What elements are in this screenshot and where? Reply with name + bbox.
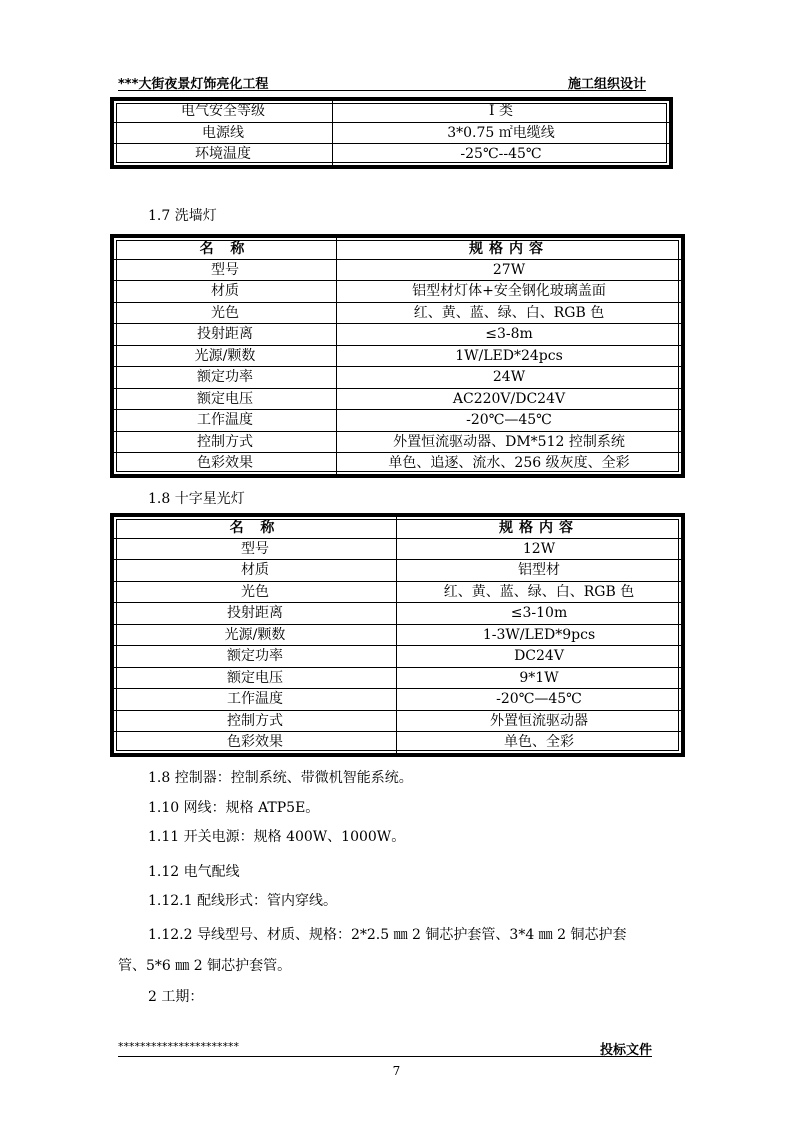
spec-value-cell: -20℃—45℃ [397,689,684,711]
spec-name-cell: 光色 [112,302,337,324]
spec-name-cell: 工作温度 [112,410,337,432]
spec-name-cell: 电源线 [112,122,333,144]
spec-value-cell: -25℃--45℃ [333,144,672,167]
spec-value-cell: 红、黄、蓝、绿、白、RGB 色 [337,302,684,324]
spec-name-cell: 额定电压 [112,667,397,689]
spec-table-cross-star-light [110,513,685,757]
spec-table-continued [110,97,673,169]
spec-name-cell: 控制方式 [112,431,337,453]
spec-value-cell: 1-3W/LED*9pcs [397,624,684,646]
spec-value-cell: ≤3-10m [397,603,684,625]
paragraph: 1.11 开关电源：规格 400W、1000W。 [148,829,406,845]
paragraph: 1.10 网线：规格 ATP5E。 [148,800,320,816]
page-header [118,72,646,91]
spec-name-cell: 投射距离 [112,324,337,346]
spec-name-cell: 色彩效果 [112,453,337,476]
table-row [112,345,683,367]
spec-value-cell: 红、黄、蓝、绿、白、RGB 色 [397,581,684,603]
table-row [112,324,683,346]
spec-value-cell: I 类 [333,99,672,122]
table-row [112,603,683,625]
table-row [112,581,683,603]
table-row [112,281,683,303]
header-project-title: ***大街夜景灯饰亮化工程 [118,77,269,92]
spec-name-cell: 额定功率 [112,646,397,668]
col-header-name: 名 称 [112,236,337,259]
spec-name-cell: 额定电压 [112,388,337,410]
spec-value-cell: ≤3-8m [337,324,684,346]
table-row [112,624,683,646]
table-row [112,732,683,755]
paragraph: 1.8 控制器：控制系统、带微机智能系统。 [148,770,413,786]
spec-name-cell: 控制方式 [112,710,397,732]
table-row [112,388,683,410]
table-row [112,259,683,281]
spec-value-cell: 铝型材 [397,560,684,582]
spec-name-cell: 额定功率 [112,367,337,389]
spec-name-cell: 材质 [112,560,397,582]
table-row [112,538,683,560]
table-row [112,144,671,167]
spec-value-cell: 24W [337,367,684,389]
spec-value-cell: DC24V [397,646,684,668]
spec-name-cell: 型号 [112,259,337,281]
spec-value-cell: 铝型材灯体+安全钢化玻璃盖面 [337,281,684,303]
header-doc-type: 施工组织设计 [567,77,646,92]
table-row [112,302,683,324]
table-row [112,367,683,389]
spec-value-cell: 3*0.75 ㎡电缆线 [333,122,672,144]
spec-name-cell: 投射距离 [112,603,397,625]
table-row [112,689,683,711]
table-row [112,646,683,668]
spec-name-cell: 光源/颗数 [112,624,397,646]
footer-left: ********************** [118,1040,239,1053]
col-header-spec: 规格内容 [397,515,684,538]
spec-value-cell: -20℃—45℃ [337,410,684,432]
spec-table-wall-washer [110,234,685,478]
spec-name-cell: 光源/颗数 [112,345,337,367]
paragraph: 2 工期： [148,989,204,1005]
paragraph: 1.12.1 配线形式：管内穿线。 [148,893,337,909]
table-row [112,560,683,582]
spec-value-cell: 单色、全彩 [397,732,684,755]
page-footer [118,1039,652,1057]
page-number: 7 [392,1064,401,1078]
spec-value-cell: 9*1W [397,667,684,689]
spec-name-cell: 材质 [112,281,337,303]
spec-value-cell: 外置恒流驱动器 [397,710,684,732]
spec-name-cell: 环境温度 [112,144,333,167]
spec-value-cell: 1W/LED*24pcs [337,345,684,367]
col-header-spec: 规格内容 [337,236,684,259]
table-row [112,99,671,122]
spec-name-cell: 工作温度 [112,689,397,711]
col-header-name: 名 称 [112,515,397,538]
table-row [112,431,683,453]
spec-value-cell: 27W [337,259,684,281]
table-row [112,710,683,732]
paragraph: 管、5*6 ㎜ 2 铜芯护套管。 [118,958,292,974]
table-row [112,667,683,689]
footer-doc-label: 投标文件 [599,1043,652,1058]
spec-name-cell: 光色 [112,581,397,603]
paragraph: 1.12.2 导线型号、材质、规格：2*2.5 ㎜ 2 铜芯护套管、3*4 ㎜ 2 铜芯护套 [148,927,627,943]
table-row [112,410,683,432]
spec-value-cell: 单色、追逐、流水、256 级灰度、全彩 [337,453,684,476]
spec-value-cell: 12W [397,538,684,560]
spec-value-cell: AC220V/DC24V [337,388,684,410]
spec-name-cell: 电气安全等级 [112,99,333,122]
section-heading-wall-washer: 1.7 洗墙灯 [148,208,217,224]
spec-name-cell: 色彩效果 [112,732,397,755]
spec-value-cell: 外置恒流驱动器、DM*512 控制系统 [337,431,684,453]
section-heading-cross-star-light: 1.8 十字星光灯 [148,491,245,507]
paragraph: 1.12 电气配线 [148,864,240,880]
spec-name-cell: 型号 [112,538,397,560]
table-row [112,453,683,476]
table-row [112,122,671,144]
